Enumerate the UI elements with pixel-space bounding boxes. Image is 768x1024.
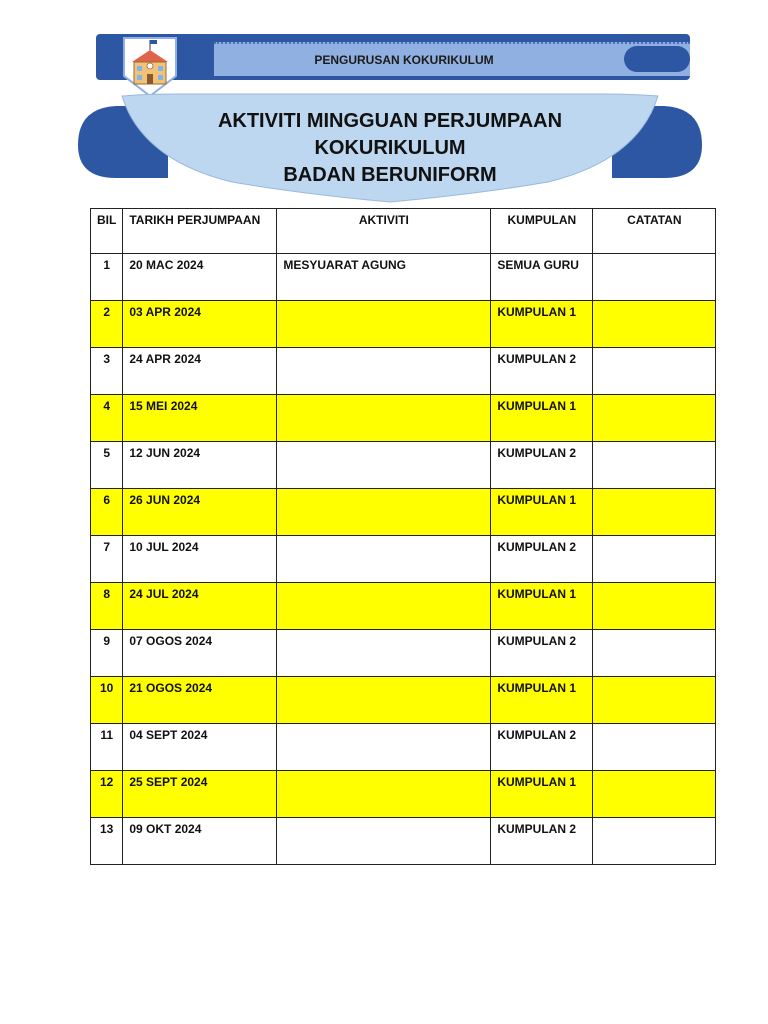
row-bil: 5 bbox=[91, 442, 123, 489]
table-header-row bbox=[91, 209, 716, 254]
table-row bbox=[91, 583, 716, 630]
row-tarikh: 20 MAC 2024 bbox=[123, 254, 277, 301]
row-catatan bbox=[593, 395, 716, 442]
row-kumpulan: KUMPULAN 1 bbox=[491, 301, 593, 348]
title-line-1: AKTIVITI MINGGUAN PERJUMPAAN bbox=[217, 110, 563, 132]
row-catatan bbox=[593, 630, 716, 677]
row-kumpulan: KUMPULAN 1 bbox=[491, 395, 593, 442]
col-header-catatan: CATATAN bbox=[593, 209, 716, 254]
row-tarikh: 04 SEPT 2024 bbox=[123, 724, 277, 771]
row-bil: 1 bbox=[91, 254, 123, 301]
row-tarikh: 10 JUL 2024 bbox=[123, 536, 277, 583]
row-bil: 2 bbox=[91, 301, 123, 348]
col-header-tarikh: TARIKH PERJUMPAAN bbox=[123, 209, 277, 254]
schedule-table bbox=[90, 208, 716, 865]
table-row bbox=[91, 442, 716, 489]
row-kumpulan: KUMPULAN 2 bbox=[491, 630, 593, 677]
col-header-kumpulan: KUMPULAN bbox=[491, 209, 593, 254]
row-tarikh: 15 MEI 2024 bbox=[123, 395, 277, 442]
row-tarikh: 21 OGOS 2024 bbox=[123, 677, 277, 724]
title-line-2: KOKURIKULUM bbox=[314, 137, 466, 159]
row-tarikh: 03 APR 2024 bbox=[123, 301, 277, 348]
row-aktiviti bbox=[277, 677, 491, 724]
row-bil: 7 bbox=[91, 536, 123, 583]
row-aktiviti bbox=[277, 301, 491, 348]
row-bil: 6 bbox=[91, 489, 123, 536]
table-row bbox=[91, 771, 716, 818]
table-row bbox=[91, 254, 716, 301]
title-line-3: BADAN BERUNIFORM bbox=[283, 164, 497, 186]
row-bil: 9 bbox=[91, 630, 123, 677]
row-aktiviti bbox=[277, 442, 491, 489]
school-building-icon bbox=[120, 36, 180, 98]
header-pill-decoration bbox=[624, 46, 690, 72]
row-catatan bbox=[593, 489, 716, 536]
row-aktiviti bbox=[277, 583, 491, 630]
row-catatan bbox=[593, 583, 716, 630]
row-tarikh: 25 SEPT 2024 bbox=[123, 771, 277, 818]
row-tarikh: 24 APR 2024 bbox=[123, 348, 277, 395]
row-catatan bbox=[593, 818, 716, 865]
row-kumpulan: KUMPULAN 2 bbox=[491, 818, 593, 865]
table-row bbox=[91, 489, 716, 536]
row-catatan bbox=[593, 254, 716, 301]
table-row bbox=[91, 677, 716, 724]
row-kumpulan: KUMPULAN 2 bbox=[491, 442, 593, 489]
table-row bbox=[91, 348, 716, 395]
table-row bbox=[91, 536, 716, 583]
table-row bbox=[91, 301, 716, 348]
row-kumpulan: KUMPULAN 1 bbox=[491, 677, 593, 724]
row-catatan bbox=[593, 677, 716, 724]
row-tarikh: 07 OGOS 2024 bbox=[123, 630, 277, 677]
row-aktiviti bbox=[277, 724, 491, 771]
row-aktiviti bbox=[277, 818, 491, 865]
row-bil: 12 bbox=[91, 771, 123, 818]
row-aktiviti: MESYUARAT AGUNG bbox=[277, 254, 491, 301]
row-bil: 10 bbox=[91, 677, 123, 724]
row-aktiviti bbox=[277, 536, 491, 583]
table-row bbox=[91, 818, 716, 865]
row-aktiviti bbox=[277, 395, 491, 442]
department-title: PENGURUSAN KOKURIKULUM bbox=[314, 53, 494, 67]
row-catatan bbox=[593, 771, 716, 818]
row-bil: 13 bbox=[91, 818, 123, 865]
row-bil: 8 bbox=[91, 583, 123, 630]
row-aktiviti bbox=[277, 630, 491, 677]
row-kumpulan: KUMPULAN 2 bbox=[491, 724, 593, 771]
col-header-bil: BIL bbox=[91, 209, 123, 254]
row-aktiviti bbox=[277, 489, 491, 536]
row-kumpulan: KUMPULAN 1 bbox=[491, 771, 593, 818]
row-tarikh: 12 JUN 2024 bbox=[123, 442, 277, 489]
row-tarikh: 09 OKT 2024 bbox=[123, 818, 277, 865]
row-kumpulan: KUMPULAN 1 bbox=[491, 489, 593, 536]
row-tarikh: 24 JUL 2024 bbox=[123, 583, 277, 630]
row-bil: 4 bbox=[91, 395, 123, 442]
row-bil: 11 bbox=[91, 724, 123, 771]
row-kumpulan: SEMUA GURU bbox=[491, 254, 593, 301]
row-catatan bbox=[593, 442, 716, 489]
table-row bbox=[91, 724, 716, 771]
row-catatan bbox=[593, 724, 716, 771]
document-title bbox=[140, 108, 640, 189]
row-aktiviti bbox=[277, 771, 491, 818]
row-aktiviti bbox=[277, 348, 491, 395]
row-catatan bbox=[593, 348, 716, 395]
row-kumpulan: KUMPULAN 1 bbox=[491, 583, 593, 630]
row-catatan bbox=[593, 301, 716, 348]
table-row bbox=[91, 630, 716, 677]
row-kumpulan: KUMPULAN 2 bbox=[491, 348, 593, 395]
row-kumpulan: KUMPULAN 2 bbox=[491, 536, 593, 583]
row-tarikh: 26 JUN 2024 bbox=[123, 489, 277, 536]
row-catatan bbox=[593, 536, 716, 583]
row-bil: 3 bbox=[91, 348, 123, 395]
table-row bbox=[91, 395, 716, 442]
col-header-aktiviti: AKTIVITI bbox=[277, 209, 491, 254]
